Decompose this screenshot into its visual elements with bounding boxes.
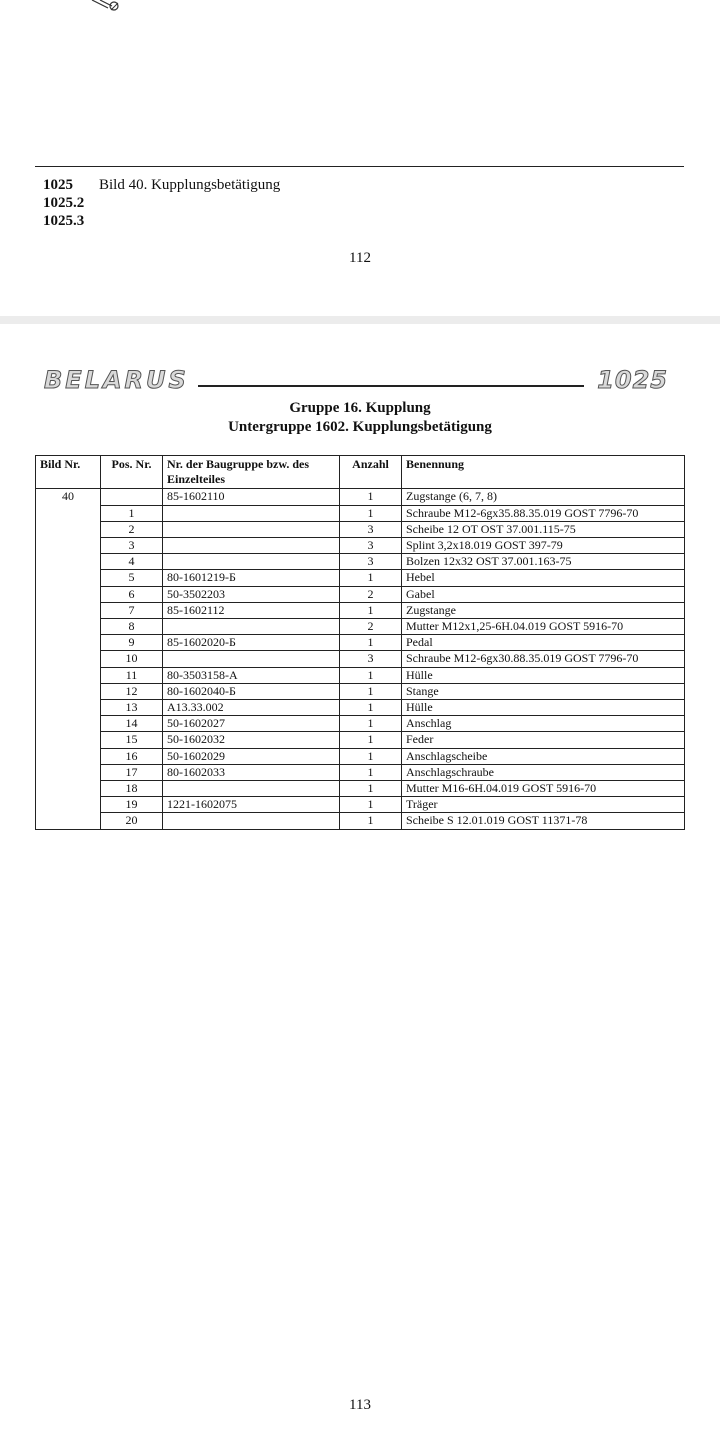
part-number-cell: 85-1602020-Б <box>163 635 340 651</box>
quantity-cell: 3 <box>340 521 402 537</box>
quantity-cell: 1 <box>340 667 402 683</box>
description-cell: Mutter M16-6H.04.019 GOST 5916-70 <box>402 781 685 797</box>
pos-nr-cell: 7 <box>101 602 163 618</box>
description-cell: Hülle <box>402 700 685 716</box>
table-row <box>36 732 685 748</box>
column-header: Benennung <box>402 456 685 489</box>
part-number-cell: 50-1602029 <box>163 748 340 764</box>
part-number-cell <box>163 781 340 797</box>
table-row <box>36 505 685 521</box>
part-number-cell: 85-1602110 <box>163 489 340 505</box>
page-number: 113 <box>349 1397 371 1413</box>
part-number-cell <box>163 813 340 829</box>
description-cell: Mutter M12x1,25-6H.04.019 GOST 5916-70 <box>402 619 685 635</box>
pos-nr-cell: 8 <box>101 619 163 635</box>
part-number-cell: 80-1602033 <box>163 764 340 780</box>
quantity-cell: 1 <box>340 489 402 505</box>
table-row <box>36 521 685 537</box>
bild-nr-cell: 40 <box>36 489 101 829</box>
table-row <box>36 781 685 797</box>
table-row <box>36 716 685 732</box>
page-113 <box>0 324 720 1440</box>
pos-nr-cell: 6 <box>101 586 163 602</box>
pos-nr-cell: 16 <box>101 748 163 764</box>
figure-fragment-drawing <box>86 0 126 16</box>
table-row <box>36 651 685 667</box>
table-row <box>36 764 685 780</box>
part-number-cell: 85-1602112 <box>163 602 340 618</box>
table-row <box>36 667 685 683</box>
table-row <box>36 748 685 764</box>
pos-nr-cell: 9 <box>101 635 163 651</box>
table-row <box>36 554 685 570</box>
table-row <box>36 700 685 716</box>
pos-nr-cell: 5 <box>101 570 163 586</box>
table-row <box>36 683 685 699</box>
part-number-cell: 50-1602032 <box>163 732 340 748</box>
part-number-cell: 80-3503158-A <box>163 667 340 683</box>
brand-logo: BELARUS <box>44 366 189 394</box>
parts-table-body <box>36 489 685 829</box>
description-cell: Hebel <box>402 570 685 586</box>
quantity-cell: 1 <box>340 683 402 699</box>
part-number-cell <box>163 505 340 521</box>
quantity-cell: 1 <box>340 797 402 813</box>
page-number: 112 <box>349 250 371 266</box>
pos-nr-cell: 4 <box>101 554 163 570</box>
table-row <box>36 570 685 586</box>
quantity-cell: 3 <box>340 538 402 554</box>
quantity-cell: 3 <box>340 651 402 667</box>
description-cell: Träger <box>402 797 685 813</box>
pos-nr-cell: 17 <box>101 764 163 780</box>
part-number-cell <box>163 538 340 554</box>
model-number: 1025.3 <box>43 213 85 229</box>
description-cell: Anschlagscheibe <box>402 748 685 764</box>
quantity-cell: 1 <box>340 716 402 732</box>
description-cell: Stange <box>402 683 685 699</box>
pos-nr-cell: 20 <box>101 813 163 829</box>
description-cell: Feder <box>402 732 685 748</box>
description-cell: Bolzen 12x32 OST 37.001.163-75 <box>402 554 685 570</box>
pos-nr-cell: 3 <box>101 538 163 554</box>
part-number-cell: 50-1602027 <box>163 716 340 732</box>
part-number-cell: 80-1601219-Б <box>163 570 340 586</box>
quantity-cell: 2 <box>340 586 402 602</box>
table-row <box>36 635 685 651</box>
description-cell: Zugstange (6, 7, 8) <box>402 489 685 505</box>
pos-nr-cell: 18 <box>101 781 163 797</box>
pos-nr-cell <box>101 489 163 505</box>
group-title: Gruppe 16. Kupplung <box>289 400 431 416</box>
part-number-cell: 1221-1602075 <box>163 797 340 813</box>
description-cell: Zugstange <box>402 602 685 618</box>
description-cell: Pedal <box>402 635 685 651</box>
part-number-cell <box>163 619 340 635</box>
model-number: 1025 <box>43 177 73 193</box>
model-logo: 1025 <box>597 366 668 394</box>
quantity-cell: 1 <box>340 602 402 618</box>
caption-divider <box>35 166 684 167</box>
quantity-cell: 1 <box>340 732 402 748</box>
quantity-cell: 1 <box>340 635 402 651</box>
quantity-cell: 1 <box>340 813 402 829</box>
description-cell: Splint 3,2x18.019 GOST 397-79 <box>402 538 685 554</box>
part-number-cell <box>163 554 340 570</box>
quantity-cell: 1 <box>340 748 402 764</box>
pos-nr-cell: 14 <box>101 716 163 732</box>
pos-nr-cell: 10 <box>101 651 163 667</box>
quantity-cell: 1 <box>340 781 402 797</box>
table-row <box>36 813 685 829</box>
table-row <box>36 489 685 505</box>
part-number-cell <box>163 651 340 667</box>
description-cell: Schraube M12-6gx30.88.35.019 GOST 7796-70 <box>402 651 685 667</box>
pos-nr-cell: 15 <box>101 732 163 748</box>
column-header: Anzahl <box>340 456 402 489</box>
page-112 <box>0 0 720 316</box>
column-header: Pos. Nr. <box>101 456 163 489</box>
model-number: 1025.2 <box>43 195 85 211</box>
description-cell: Scheibe S 12.01.019 GOST 11371-78 <box>402 813 685 829</box>
pos-nr-cell: 11 <box>101 667 163 683</box>
table-row <box>36 586 685 602</box>
pos-nr-cell: 19 <box>101 797 163 813</box>
figure-caption: Bild 40. Kupplungsbetätigung <box>99 177 281 193</box>
table-row <box>36 619 685 635</box>
part-number-cell: A13.33.002 <box>163 700 340 716</box>
table-row <box>36 538 685 554</box>
quantity-cell: 1 <box>340 570 402 586</box>
quantity-cell: 3 <box>340 554 402 570</box>
column-header: Nr. der Baugruppe bzw. des Einzelteiles <box>163 456 340 489</box>
description-cell: Schraube M12-6gx35.88.35.019 GOST 7796-70 <box>402 505 685 521</box>
table-row <box>36 602 685 618</box>
pos-nr-cell: 12 <box>101 683 163 699</box>
description-cell: Anschlagschraube <box>402 764 685 780</box>
part-number-cell: 80-1602040-Б <box>163 683 340 699</box>
pos-nr-cell: 2 <box>101 521 163 537</box>
subgroup-title: Untergruppe 1602. Kupplungsbetätigung <box>228 419 492 435</box>
table-row <box>36 797 685 813</box>
page-separator <box>0 316 720 324</box>
table-header-row <box>36 456 685 489</box>
column-header: Bild Nr. <box>36 456 101 489</box>
description-cell: Gabel <box>402 586 685 602</box>
pos-nr-cell: 13 <box>101 700 163 716</box>
description-cell: Scheibe 12 OT OST 37.001.115-75 <box>402 521 685 537</box>
parts-table <box>35 455 685 830</box>
header-rule <box>198 385 584 387</box>
quantity-cell: 1 <box>340 700 402 716</box>
quantity-cell: 1 <box>340 764 402 780</box>
pos-nr-cell: 1 <box>101 505 163 521</box>
description-cell: Hülle <box>402 667 685 683</box>
quantity-cell: 2 <box>340 619 402 635</box>
description-cell: Anschlag <box>402 716 685 732</box>
part-number-cell: 50-3502203 <box>163 586 340 602</box>
part-number-cell <box>163 521 340 537</box>
quantity-cell: 1 <box>340 505 402 521</box>
